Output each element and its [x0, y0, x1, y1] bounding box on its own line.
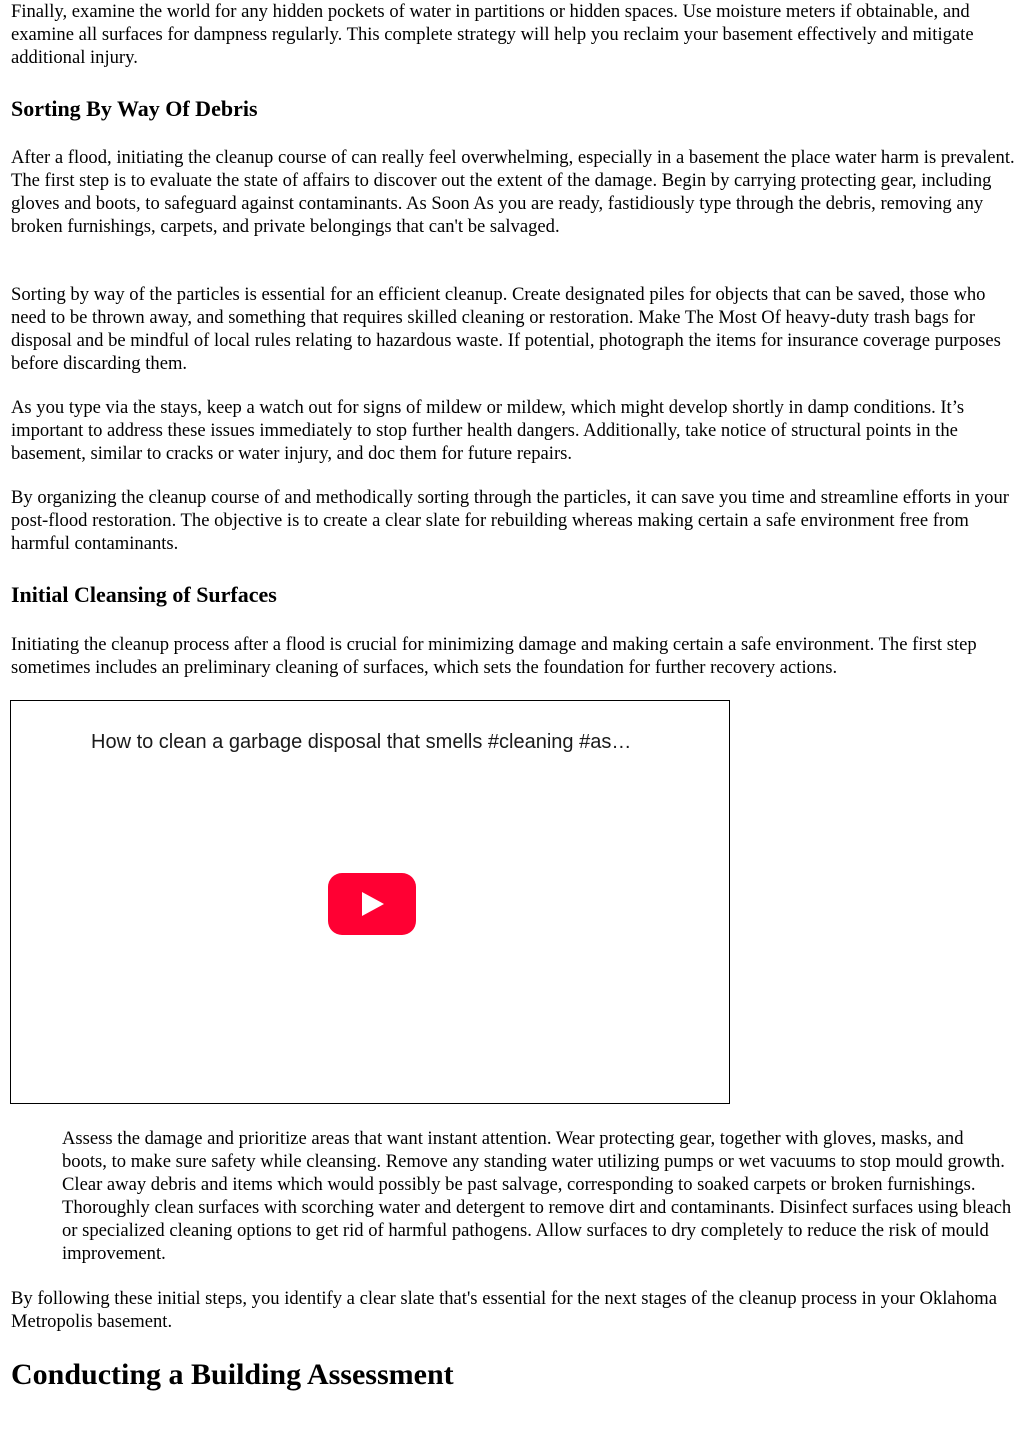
cleansing-paragraph: Initiating the cleanup process after a flood is crucial for minimizing damage and making certain a safe environment. The first step sometimes includes an preliminary cleaning of surfaces, which sets the foundation for further recovery actions. — [11, 634, 977, 678]
section-heading-assessment: Conducting a Building Assessment — [11, 1358, 454, 1391]
section-heading-sorting: Sorting By Way Of Debris — [11, 96, 258, 121]
section-heading-cleansing: Initial Cleansing of Surfaces — [11, 582, 277, 607]
sorting-paragraph-1: After a flood, initiating the cleanup course of can really feel overwhelming, especially in a basement the place water harm is prevalent. The first step is to evaluate the state of affairs to discover out the extent of the damage. Begin by carrying protecting gear, including gloves and boots, to safeguard against contaminants. As Soon As you are ready, fastidiously type through the debris, removing any broken furnishings, carpets, and private belongings that can't be salvaged. — [11, 147, 1015, 237]
cleansing-blockquote: Assess the damage and prioritize areas that want instant attention. Wear protecting gear, together with gloves, masks, and boots, to make sure safety while cleansing. Remove any standing water utilizing pumps or wet vacuums to stop mould growth. Clear away debris and items which would possibly be past salvage, corresponding to soaked carpets or broken furnishings. Thoroughly clean surfaces with scorching water and detergent to remove dirt and contaminants. Disinfect surfaces using bleach or specialized cleaning options to get rid of harmful pathogens. Allow surfaces to dry completely to reduce the risk of mould improvement. — [62, 1128, 1012, 1264]
intro-paragraph: Finally, examine the world for any hidden pockets of water in partitions or hidden spaces. Use moisture meters if obtainable, and examine all surfaces for dampness regularly. This complete strategy will help you reclaim your basement effectively and mitigate additional injury. — [11, 1, 974, 68]
sorting-paragraph-4: By organizing the cleanup course of and methodically sorting through the particles, it can save you time and streamline efforts in your post-flood restoration. The objective is to create a clear slate for rebuilding whereas making certain a safe environment free from harmful contaminants. — [11, 487, 1009, 554]
video-title[interactable]: How to clean a garbage disposal that smells #cleaning #as… — [91, 731, 632, 753]
video-embed[interactable] — [10, 700, 730, 1104]
play-icon — [362, 892, 384, 916]
cleansing-closing-paragraph: By following these initial steps, you identify a clear slate that's essential for the next stages of the cleanup process in your Oklahoma Metropolis basement. — [11, 1288, 997, 1332]
sorting-paragraph-2: Sorting by way of the particles is essential for an efficient cleanup. Create designated piles for objects that can be saved, those who need to be thrown away, and something that requires skilled cleaning or restoration. Make The Most Of heavy-duty trash bags for disposal and be mindful of local rules relating to hazardous waste. If potential, photograph the items for insurance coverage purposes before discarding them. — [11, 284, 1001, 374]
play-button[interactable] — [328, 873, 416, 935]
sorting-paragraph-3: As you type via the stays, keep a watch out for signs of mildew or mildew, which might develop shortly in damp conditions. It’s important to address these issues immediately to stop further health dangers. Additionally, take notice of structural points in the basement, similar to cracks or water injury, and doc them for future repairs. — [11, 397, 965, 464]
